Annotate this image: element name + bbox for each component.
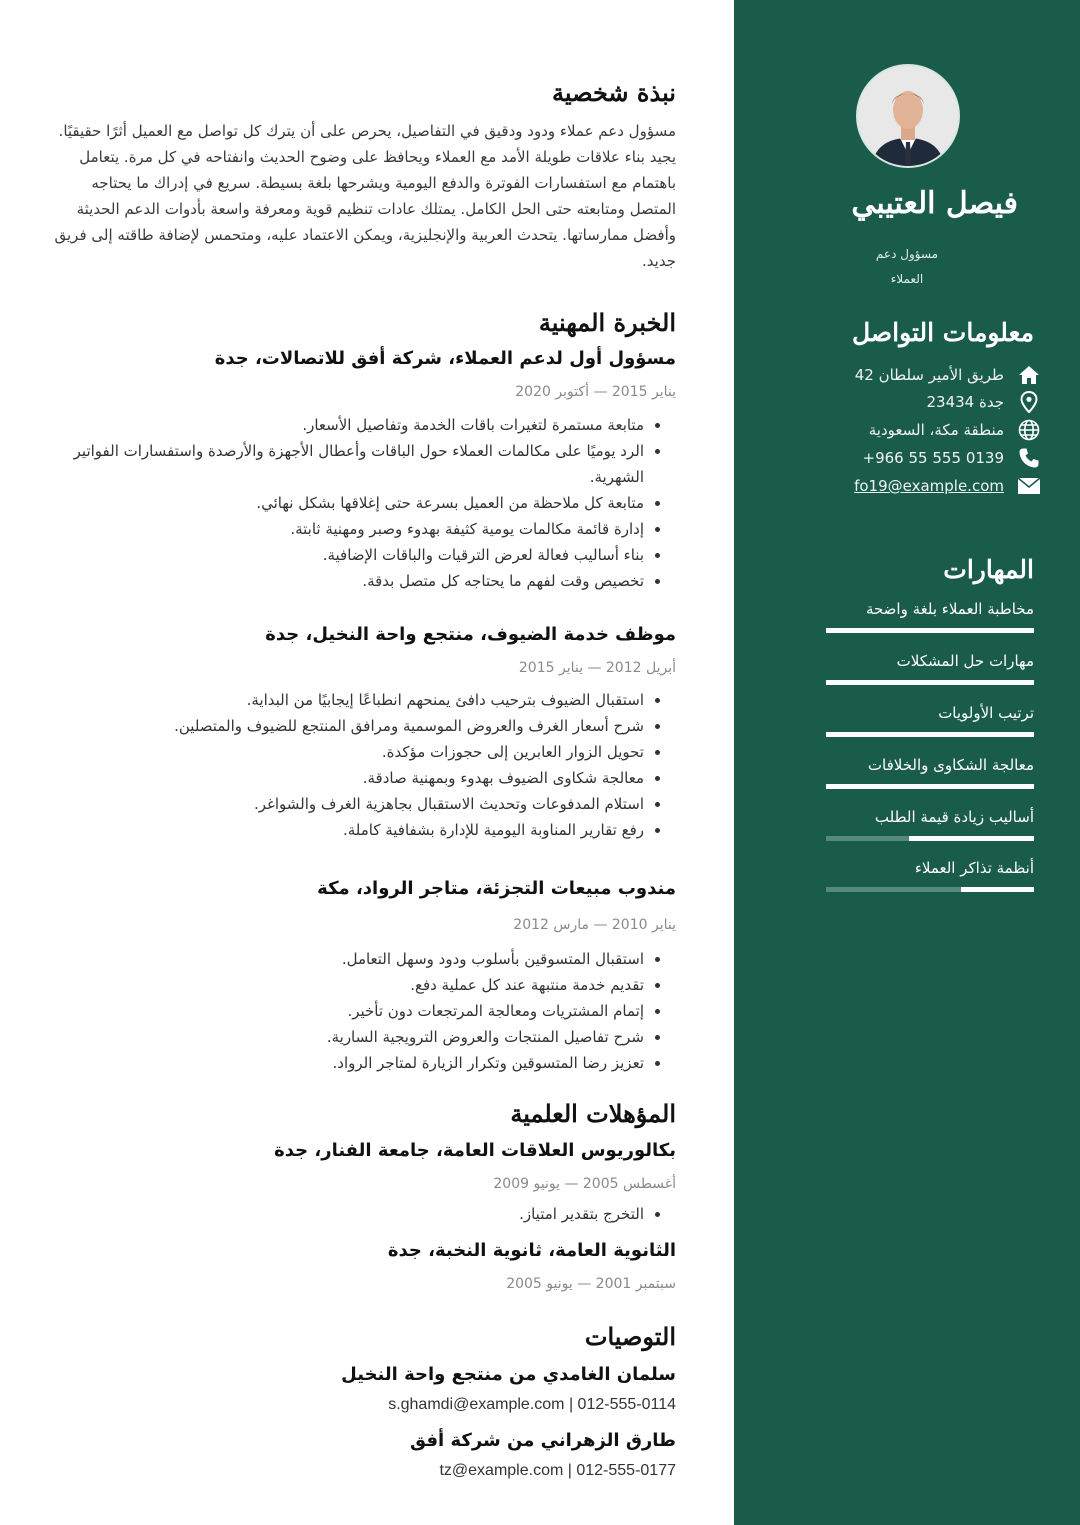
contact-city-text: جدة 23434 xyxy=(926,393,1004,411)
profile-photo xyxy=(856,64,960,168)
skill-level-bar xyxy=(826,680,1034,685)
education-dates: أغسطس 2005 — يونيو 2009 xyxy=(493,1176,676,1192)
bullet-item: • استلام المدفوعات وتحديث الاستقبال بجاهزية الغرف والشواغر. xyxy=(44,791,644,817)
education-heading: المؤهلات العلمية xyxy=(510,1099,676,1128)
skill-level-fill xyxy=(826,628,1034,633)
avatar xyxy=(858,66,958,166)
bullet-item: • تحويل الزوار العابرين إلى حجوزات مؤكدة. xyxy=(44,739,644,765)
skill-level-fill xyxy=(909,836,1034,841)
references-heading: التوصيات xyxy=(584,1322,676,1351)
skill-label: مخاطبة العملاء بلغة واضحة xyxy=(865,600,1034,618)
bullet-item: • إتمام المشتريات ومعالجة المرتجعات دون تأخير. xyxy=(44,998,644,1024)
summary-text: مسؤول دعم عملاء ودود ودقيق في التفاصيل، يحرص على أن يترك كل تواصل مع العميل أثرًا حقيقيًا. يجيد بناء علاقات طويلة الأمد مع العملاء ويحافظ على وضوح الحديث وانفتاحه في كل مرة. يتعامل باهتمام مع استفسارات الفوترة والدفع اليومية ويشرحها بلغة بسيطة. سريع في إدراك ما يحتاجه المتصل ومتابعته حتى الحل الكامل. يمتلك عادات تنظيم قوية ومعرفة واسعة بأدوات الدعم الحديثة وأفضل ممارساتها. يتحدث العربية والإنجليزية، ويمكن الاعتماد عليه، ومتحمس لإضافة طاقته إلى فريق جديد. xyxy=(54,122,676,270)
skill-item xyxy=(826,652,1034,685)
bullet-item: • شرح أسعار الغرف والعروض الموسمية ومرافق المنتجع للضيوف والمتصلين. xyxy=(44,713,644,739)
contact-email-link[interactable]: fo19@example.com xyxy=(854,477,1004,495)
bullet-item: • التخرج بتقدير امتياز. xyxy=(44,1201,644,1227)
bullet-item: • الرد يوميًا على مكالمات العملاء حول الباقات وأعطال الأجهزة والأرصدة واستفسارات الفواتير الشهرية. xyxy=(44,438,644,490)
contact-heading: معلومات التواصل xyxy=(851,318,1034,347)
skill-level-bar xyxy=(826,732,1034,737)
education-title: بكالوريوس العلاقات العامة، جامعة الفنار، جدة xyxy=(274,1140,676,1161)
skill-level-fill xyxy=(961,887,1034,892)
skill-label: مهارات حل المشكلات xyxy=(896,652,1034,670)
bullet-item: • إدارة قائمة مكالمات يومية كثيفة بهدوء وصبر ومهنية ثابتة. xyxy=(44,516,644,542)
skill-label: معالجة الشكاوى والخلافات xyxy=(867,756,1034,774)
job-dates: أبريل 2012 — يناير 2015 xyxy=(518,660,676,676)
reference-name: سلمان الغامدي من منتجع واحة النخيل xyxy=(341,1364,676,1385)
bullet-item: • رفع تقارير المناوبة اليومية للإدارة بشفافية كاملة. xyxy=(44,817,644,843)
experience-heading: الخبرة المهنية xyxy=(538,308,676,337)
job-bullets xyxy=(44,687,676,843)
reference-name: طارق الزهراني من شركة أفق xyxy=(410,1430,676,1451)
skill-item xyxy=(826,704,1034,737)
bullet-item: • تخصيص وقت لفهم ما يحتاجه كل متصل بدقة. xyxy=(44,568,644,594)
skill-label: ترتيب الأولويات xyxy=(938,704,1034,722)
contact-region xyxy=(869,418,1042,442)
skill-level-fill xyxy=(826,680,1034,685)
contact-city xyxy=(927,390,1043,414)
job-bullets xyxy=(44,412,676,594)
profile-role-line-2: العملاء xyxy=(890,272,924,286)
skill-level-bar xyxy=(826,628,1034,633)
contact-address-text: طريق الأمير سلطان 42 xyxy=(854,366,1004,384)
skill-item xyxy=(826,859,1034,892)
summary-heading: نبذة شخصية xyxy=(552,78,676,107)
reference-contact: s.ghamdi@example.com | 012-555-0114 xyxy=(388,1396,676,1413)
skill-level-bar xyxy=(826,887,1034,892)
skill-item xyxy=(826,756,1034,789)
education-title: الثانوية العامة، ثانوية النخبة، جدة xyxy=(387,1240,676,1261)
bullet-item: • متابعة مستمرة لتغيرات باقات الخدمة وتفاصيل الأسعار. xyxy=(44,412,644,438)
skill-label: أساليب زيادة قيمة الطلب xyxy=(874,808,1034,826)
job-dates: يناير 2010 — مارس 2012 xyxy=(513,917,676,933)
skill-level-bar xyxy=(826,784,1034,789)
bullet-item: • بناء أساليب فعالة لعرض الترقيات والباقات الإضافية. xyxy=(44,542,644,568)
envelope-icon xyxy=(1016,474,1042,498)
job-title: مسؤول أول لدعم العملاء، شركة أفق للاتصالات، جدة xyxy=(214,348,676,369)
bullet-item: • شرح تفاصيل المنتجات والعروض الترويجية السارية. xyxy=(44,1024,644,1050)
education-dates: سبتمبر 2001 — يونيو 2005 xyxy=(506,1276,676,1292)
job-title: موظف خدمة الضيوف، منتجع واحة النخيل، جدة xyxy=(265,624,676,645)
education-bullets xyxy=(44,1201,676,1227)
contact-phone xyxy=(863,446,1042,470)
job-title: مندوب مبيعات التجزئة، متاجر الرواد، مكة xyxy=(317,878,676,899)
contact-address xyxy=(855,363,1042,387)
contact-region-text: منطقة مكة، السعودية xyxy=(868,421,1004,439)
bullet-item: • استقبال المتسوقين بأسلوب ودود وسهل التعامل. xyxy=(44,946,644,972)
profile-name: فيصل العتيبي xyxy=(851,186,1018,221)
bullet-item: • تعزيز رضا المتسوقين وتكرار الزيارة لمتاجر الرواد. xyxy=(44,1050,644,1076)
skill-level-fill xyxy=(826,732,1034,737)
skill-level-fill xyxy=(826,784,1034,789)
skill-item xyxy=(826,600,1034,633)
bullet-item: • معالجة شكاوى الضيوف بهدوء وبمهنية صادقة. xyxy=(44,765,644,791)
contact-email xyxy=(854,474,1042,498)
contact-phone-text: 0139 555 55 966+ xyxy=(862,449,1004,467)
skill-level-bar xyxy=(826,836,1034,841)
reference-contact: tz@example.com | 012-555-0177 xyxy=(439,1462,676,1479)
phone-icon xyxy=(1016,446,1042,470)
sidebar xyxy=(734,0,1080,1525)
bullet-item: • تقديم خدمة منتبهة عند كل عملية دفع. xyxy=(44,972,644,998)
profile-role-line-1: مسؤول دعم xyxy=(875,247,939,261)
job-dates: يناير 2015 — أكتوبر 2020 xyxy=(515,384,676,400)
skill-label: أنظمة تذاكر العملاء xyxy=(914,859,1034,877)
globe-icon xyxy=(1016,418,1042,442)
home-icon xyxy=(1016,363,1042,387)
bullet-item: • متابعة كل ملاحظة من العميل بسرعة حتى إغلاقها بشكل نهائي. xyxy=(44,490,644,516)
skill-item xyxy=(826,808,1034,841)
job-bullets xyxy=(44,946,676,1076)
skills-heading: المهارات xyxy=(943,555,1034,584)
bullet-item: • استقبال الضيوف بترحيب دافئ يمنحهم انطباعًا إيجابيًا من البداية. xyxy=(44,687,644,713)
map-pin-icon xyxy=(1016,390,1042,414)
